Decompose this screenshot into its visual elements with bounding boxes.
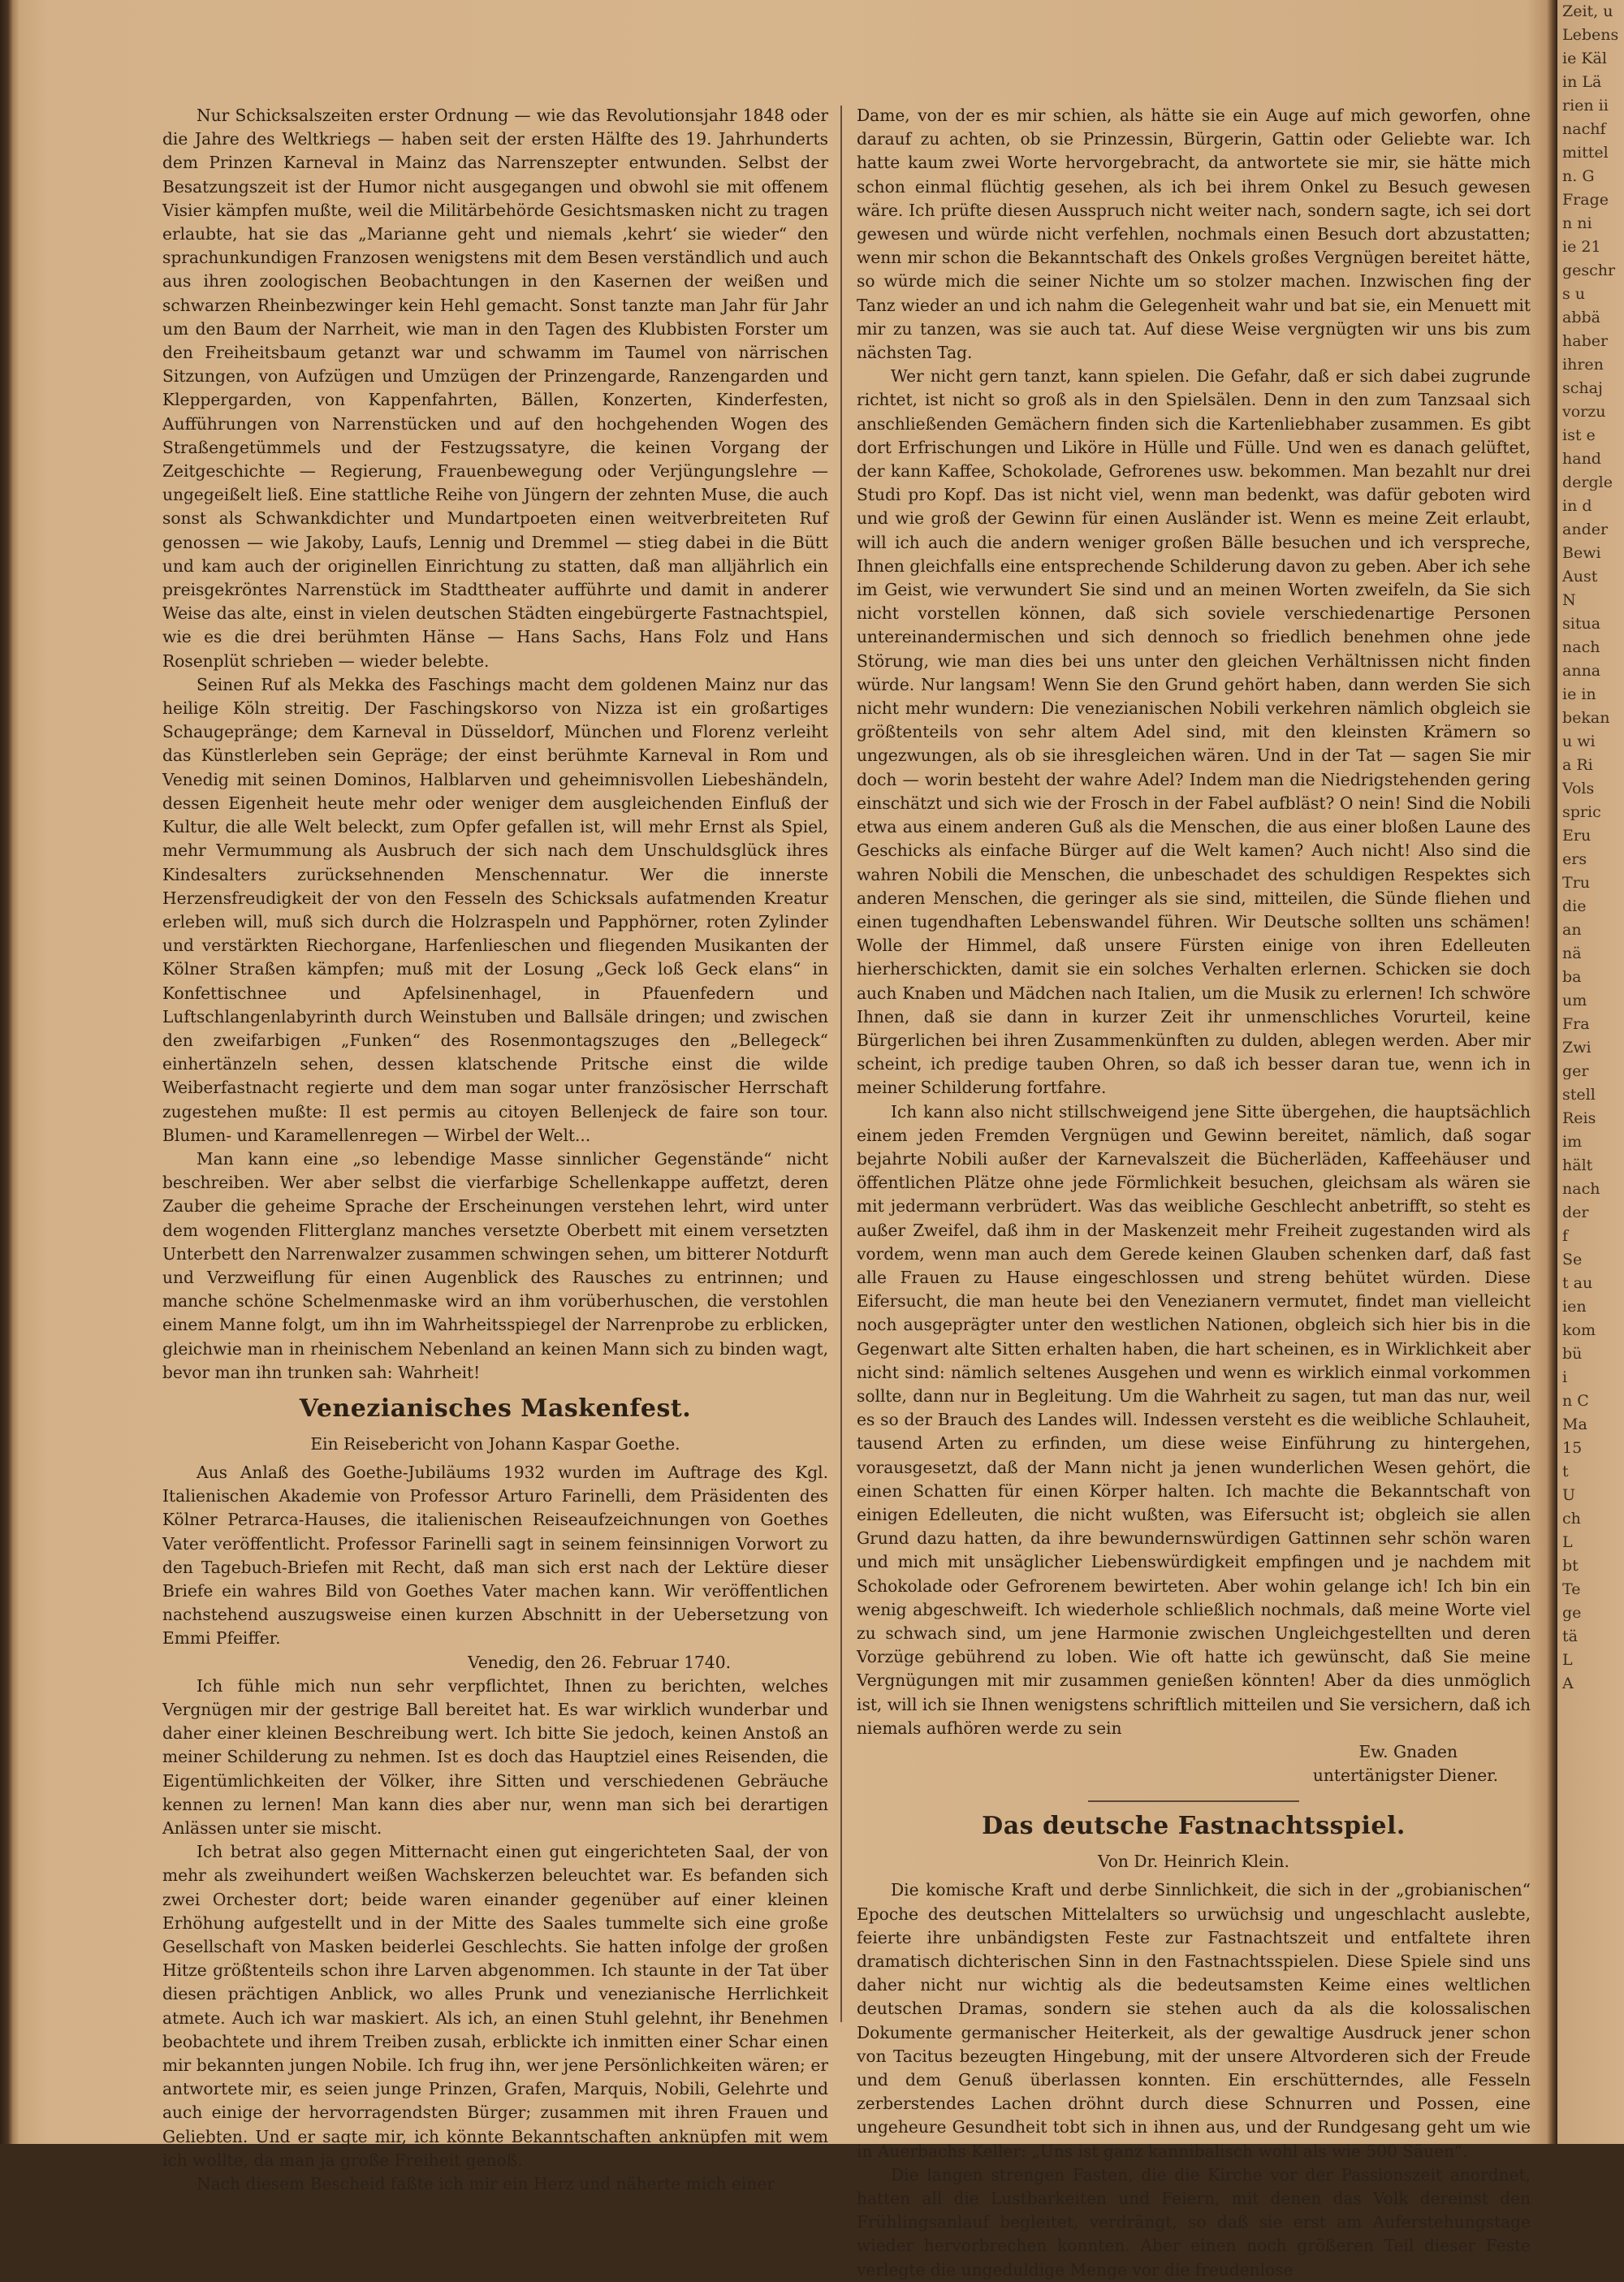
- edge-fragment: geschr: [1562, 261, 1616, 279]
- edge-fragment: Eru: [1562, 827, 1592, 845]
- edge-fragment: U: [1562, 1486, 1576, 1504]
- edge-fragment: bekan: [1562, 709, 1610, 727]
- edge-fragment: nach: [1562, 638, 1600, 656]
- edge-fragment: Aust: [1562, 568, 1598, 586]
- edge-fragment: spric: [1562, 803, 1601, 821]
- edge-fragment: um: [1562, 992, 1587, 1009]
- article-title: Venezianisches Maskenfest.: [299, 1394, 692, 1423]
- article-separator: [1088, 1800, 1299, 1802]
- edge-fragment: ch: [1562, 1510, 1581, 1528]
- edge-fragment: f: [1562, 1227, 1569, 1245]
- edge-fragment: dergle: [1562, 473, 1613, 491]
- signature-salutation: Ew. Gnaden: [1358, 1742, 1458, 1762]
- edge-fragment: ie Käl: [1562, 50, 1607, 67]
- edge-fragment: haber: [1562, 332, 1609, 350]
- edge-fragment: Lebens: [1562, 26, 1619, 44]
- edge-fragment: n ni: [1562, 214, 1592, 232]
- edge-fragment: 15: [1562, 1439, 1583, 1457]
- edge-fragment: nach: [1562, 1180, 1600, 1198]
- edge-fragment: die: [1562, 897, 1587, 915]
- edge-fragment: Tru: [1562, 874, 1590, 892]
- edge-fragment: mittel: [1562, 144, 1609, 162]
- paragraph: Ich betrat also gegen Mitternacht einen gut eingerichteten Saal, der von mehr als zweihundert weißen Wachskerzen beleuchtet war. Es befanden sich zwei Orchester dort; beide waren einander gegenüber auf einer kleinen Erhöhung aufgestellt und in der Mitte des Saales tummelte sich eine große Gesellschaft von Masken beiderlei Geschlechts. Sie hatten infolge der großen Hitze größtenteils schon ihre Larven abgenommen. Ich staunte in der Tat über diesen prächtigen Anblick, wo alles Prunk und venezianische Herrlichkeit atmete. Auch ich war maskiert. Als ich, an einen Stuhl gelehnt, ihr Benehmen beobachtete und ihrem Treiben zusah, erblickte ich inmitten einer Schar einen mir bekannten jungen Nobile. Ich frug ihn, wer jene Persönlichkeiten wären; er antwortete mir, es seien junge Prinzen, Grafen, Marquis, Nobili, Gelehrte und auch einige der hervorragendsten Bürger; zusammen mit ihren Frauen und Geliebten. Und er sagte mir, ich könnte Bekanntschaften anknüpfen mit wem ich wollte, da man ja große Freiheit genoß.: [162, 1842, 828, 2170]
- edge-fragment: ist e: [1562, 426, 1596, 444]
- edge-fragment: ge: [1562, 1604, 1582, 1622]
- paragraph: Seinen Ruf als Mekka des Faschings macht dem goldenen Mainz nur das heilige Köln streitig. Der Faschingskorso von Nizza ist ein großartiges Schaugepränge; dem Karneval in Düsseldorf, München und Florenz verleiht das Künstlerleben sein Gepräge; der einst berühmte Karneval in Rom und Venedig mit seinen Dominos, Halblarven und geheimnisvollen Liebeshändeln, dessen Eigenheit heute mehr oder weniger dem ausgleichenden Einfluß der Kultur, die alle Welt beleckt, zum Opfer gefallen ist, will mehr Ernst als Spiel, mehr Vermummung als Ausbruch der sich nach dem Unschuldsglück ihres Kindesalters zurücksehnenden Menschennatur. Wer die innerste Herzensfreudigkeit der von den Fesseln des Schicksals aufatmenden Kreatur erleben will, muß sich durch die Holzraspeln und Papphörner, roten Zylinder und verstärkten Riechorgane, Harfenlieschen und fliegenden Musikanten der Kölner Straßen kämpfen; muß mit der Losung „Geck loß Geck elans“ in Konfettischnee und Apfelsinenhagel, in Pfauenfedern und Luftschlangenlabyrinth durch Weinstuben und Ballsäle dringen; und zwischen den zweifarbigen „Funken“ des Rosenmontagszuges den „Bellegeck“ einhertänzeln sehen, dessen klatschende Pritsche einst die wilde Weiberfastnacht regierte und dem man sogar unter französischer Herrschaft zugestehen mußte: Il est permis au citoyen Bellenjeck de faire son tour. Blumen- und Karamellenregen — Wirbel der Welt...: [162, 674, 828, 1145]
- left-column: [162, 104, 828, 2196]
- edge-fragment: bü: [1562, 1345, 1583, 1363]
- article-title: Das deutsche Fastnachtsspiel.: [982, 1812, 1406, 1841]
- edge-fragment: hand: [1562, 450, 1601, 468]
- edge-fragment: Ma: [1562, 1415, 1587, 1433]
- edge-fragment: Te: [1562, 1580, 1581, 1598]
- edge-fragment: L: [1562, 1651, 1573, 1669]
- edge-fragment: ie in: [1562, 685, 1596, 703]
- paragraph: Nach diesem Bescheid faßte ich mir ein Herz und näherte mich einer: [197, 2174, 775, 2194]
- edge-fragment: an: [1562, 921, 1582, 939]
- edge-fragment: ihren: [1562, 356, 1604, 374]
- edge-fragment: im: [1562, 1133, 1583, 1151]
- edge-fragment: ba: [1562, 968, 1582, 986]
- edge-fragment: in d: [1562, 497, 1592, 515]
- edge-fragment-list: [1557, 0, 1624, 1696]
- edge-fragment: n C: [1562, 1392, 1589, 1410]
- edge-fragment: n. G: [1562, 167, 1595, 185]
- edge-fragment: schaj: [1562, 379, 1603, 397]
- edge-fragment: der: [1562, 1204, 1589, 1221]
- edge-fragment: hält: [1562, 1156, 1593, 1174]
- edge-fragment: Bewi: [1562, 544, 1601, 562]
- article-byline: Von Dr. Heinrich Klein.: [1098, 1852, 1289, 1872]
- edge-fragment: vorzu: [1562, 403, 1606, 421]
- right-column: [857, 104, 1531, 2282]
- article-byline: Ein Reisebericht von Johann Kaspar Goethe.: [310, 1433, 680, 1454]
- edge-fragment: Fra: [1562, 1015, 1590, 1033]
- edge-fragment: Reis: [1562, 1109, 1596, 1127]
- signature-closing: untertänigster Diener.: [1312, 1766, 1498, 1786]
- edge-fragment: s u: [1562, 285, 1586, 303]
- edge-fragment: rien ii: [1562, 97, 1609, 115]
- edge-fragment: Zwi: [1562, 1039, 1592, 1057]
- paragraph: Wer nicht gern tanzt, kann spielen. Die Gefahr, daß er sich dabei zugrunde richtet, ist nicht so groß als in den Spielsälen. Denn in den zum Tanzsaal sich anschließenden Gemächern finden sich die Kartenliebhaber zusammen. Es gibt dort Erfrischungen und Liköre in Hülle und Fülle. Und wen es danach gelüftet, der kann Kaffee, Schokolade, Gefrorenes usw. bekommen. Man bezahlt nur drei Studi pro Kopf. Das ist nicht viel, wenn man bedenkt, was dafür geboten wird und wie groß der Gewinn für einen Ausländer ist. Wenn es meine Zeit erlaubt, will ich auch die andern weniger großen Bälle besuchen und ich verspreche, Ihnen gleichfalls eine entsprechende Schilderung davon zu geben. Aber ich sehe im Geist, wie verwundert Sie sind und an meinen Worten zweifeln, da Sie sich nicht vorstellen können, daß sich soviele verschiedenartige Personen untereinandermischen und sich dennoch so friedlich benehmen ohne jede Störung, wie man dies bei uns unter den gleichen Verhältnissen nicht finden würde. Nur langsam! Wenn Sie den Grund gehört haben, dann werden Sie sich nicht mehr wundern: Die venezianischen Nobili verkehren nämlich obgleich sie größtenteils von sehr altem Adel sind, mit den kleinsten Krämern so ungezwungen, als ob sie ihresgleichen wären. Und in der Tat — sagen Sie mir doch — worin besteht der wahre Adel? Indem man die Niedrigstehenden gering einschätzt und sich wie der Frosch in der Fabel aufbläst? O nein! Sind die Nobili etwa aus einem anderen Guß als die Menschen, die aus einer bloßen Laune des Geschicks als einfache Bürger auf die Welt kamen? Auch nicht! Also sind die wahren Nobili die Menschen, die unbeschadet des schuldigen Respektes sich anderen Menschen, die geringer als sie sind, mitteilen, die Sünde fliehen und einen tugendhaften Lebenswandel führen. Wir Deutsche sollten uns schämen! Wolle der Himmel, daß unsere Fürsten einige von ihren Edelleuten hierherschickten, damit sie ein solches Verhalten erlernen. Schicken sie doch auch Knaben und Mädchen nach Italien, um die Musik zu erlernen! Ich schwöre Ihnen, daß sie dann in kurzer Zeit ihr unmenschliches Vorurteil, keine Bürgerlichen bei ihren Zusammenkünften zu dulden, ablegen werden. Aber mir scheint, ich predige tauben Ohren, so daß ich besser daran tue, wenn ich in meiner Schilderung fortfahre.: [857, 366, 1531, 1098]
- edge-fragment: Se: [1562, 1251, 1583, 1268]
- edge-fragment: kom: [1562, 1321, 1596, 1339]
- edge-fragment: ers: [1562, 850, 1587, 868]
- paragraph: Die komische Kraft und derbe Sinnlichkeit, die sich in der „grobianischen“ Epoche des deutschen Mittelalters so urwüchsig und ungeschlacht auslebte, feierte ihre unbändigsten Feste zur Fastnachtszeit und entfaltete ihren dramatisch dichterischen Sinn in den Fastnachtsspielen. Diese Spiele sind uns daher nicht nur wichtig als die bedeutsamsten Keime eines weltlichen deutschen Dramas, sondern sie stehen auch da als die kolossalischen Dokumente germanischer Heiterkeit, als der gewaltige Ausdruck jener schon von Tacitus bezeugten Hingebung, mit der unsere Altvorderen sich der Freude und dem Genuß überlassen konnten. Ein erschütterndes, alle Fesseln zerberstendes Lachen dröhnt durch diese Schnurren und Possen, eine ungeheure Gesundheit tobt sich in ihnen aus, und der Rundgesang geht um wie in Auerbachs Keller: „Uns ist ganz kannibalisch wohl als wie 500 Säuen“.: [857, 1880, 1531, 2161]
- paragraph: Die langen strengen Fasten, die die Kirche vor der Passionszeit anordnet, hatten all die Lustbarkeiten und Feiern, mit denen das Volk dereinst den Frühlingsanlauf begleitet, verdrängt, so daß sie erst am Auferstehungstage wieder hervorbrechen konnten. Aber einen noch größeren Teil dieser Feste verlegte die ungeduldige Menge vor die freudenlose: [857, 2164, 1531, 2280]
- edge-fragment: nachf: [1562, 120, 1606, 138]
- edge-fragment: Vols: [1562, 780, 1595, 797]
- edge-fragment: L: [1562, 1533, 1573, 1551]
- column-divider: [840, 106, 842, 2022]
- edge-fragment: t au: [1562, 1274, 1593, 1292]
- edge-fragment: a Ri: [1562, 756, 1593, 774]
- paragraph: Nur Schicksalszeiten erster Ordnung — wie das Revolutionsjahr 1848 oder die Jahre des Weltkriegs — haben seit der ersten Hälfte des 19. Jahrhunderts dem Prinzen Karneval in Mainz das Narrenszepter entwunden. Selbst der Besatzungszeit ist der Humor nicht ausgegangen und obwohl sie mit offenem Visier kämpfen mußte, weil die Militärbehörde Gesichtsmasken nicht zu tragen erlaubte, hat sie das „Marianne geht und niemals ‚kehrt‘ sie wieder“ den sprachunkundigen Franzosen wenigstens mit dem Besen verständlich und auch aus ihren zoologischen Beobachtungen in den Kasernen der weißen und schwarzen Rheinbezwinger kein Hehl gemacht. Sonst tanzte man Jahr für Jahr um den Baum der Narrheit, wie man in den Tagen des Klubbisten Forster um den Freiheitsbaum getanzt war und schwamm im Taumel von närrischen Sitzungen, von Aufzügen und Umzügen der Prinzengarde, Ranzengarden und Kleppergarden, von Kappenfahrten, Bällen, Konzerten, Kinderfesten, Aufführungen von Narrenstücken und auf den hochgehenden Wogen des Straßengetümmels und der Festzugssatyre, die keinen Vorgang der Zeitgeschichte — Regierung, Frauenbewegung oder Verjüngungslehre — ungegeißelt ließ. Eine stattliche Reihe von Jüngern der zehnten Muse, die auch sonst als Schwankdichter und Mundartpoeten einen weitverbreiteten Ruf genossen — wie Jakoby, Laufs, Lennig und Dremmel — stieg dabei in die Bütt und kam auch der originellen Einrichtung zu statten, daß man alljährlich ein preisgekröntes Narrenstück im Stadttheater aufführte und damit in anderer Weise das alte, einst in vielen deutschen Städten eingebürgerte Fastnachtspiel, wie es die drei berühmten Hänse — Hans Sachs, Hans Folz und Hans Rosenplüt schrieben — wieder belebte.: [162, 106, 828, 671]
- edge-fragment: nä: [1562, 944, 1582, 962]
- edge-fragment: N: [1562, 591, 1576, 609]
- paragraph: Ich fühle mich nun sehr verpflichtet, Ihnen zu berichten, welches Vergnügen mir der gestrige Ball bereitet hat. Es war wirklich wunderbar und daher einer kleinen Beschreibung wert. Ich bitte Sie jedoch, keinen Anstoß an meiner Schilderung zu nehmen. Ist es doch das Hauptziel eines Reisenden, die Eigentümlichkeiten der Völker, ihre Sitten und verschiedenen Gebräuche kennen zu lernen! Man kann dies aber nur, wenn man sich bei derartigen Anlässen unter sie mischt.: [162, 1675, 828, 1839]
- edge-fragment: Frage: [1562, 191, 1609, 209]
- edge-fragment: Zeit, u: [1562, 2, 1613, 20]
- edge-fragment: abbä: [1562, 309, 1600, 326]
- adjacent-page-edge: [1557, 0, 1624, 2144]
- paragraph: Dame, von der es mir schien, als hätte sie ein Auge auf mich geworfen, ohne darauf zu achten, ob sie Prinzessin, Bürgerin, Gattin oder Geliebte war. Ich hatte kaum zwei Worte hervorgebracht, da antwortete sie mir, sie hätte mich schon einmal flüchtig gesehen, als ich bei ihrem Onkel zu Besuch gewesen wäre. Ich prüfte diesen Ausspruch nicht weiter nach, sondern sagte, ich sei dort gewesen und würde nicht verfehlen, nochmals einen Besuch dort abzustatten; wenn mir schon die Bekanntschaft des Onkels großes Vergnügen bereitet hätte, so würde mich die seiner Nichte um so stolzer machen. Inzwischen fing der Tanz wieder an und ich nahm die Gelegenheit wahr und bat sie, ein Menuett mit mir zu tanzen, was sie auch tat. Auf diese Weise vergnügten wir uns bis zum nächsten Tag.: [857, 106, 1531, 363]
- edge-fragment: i: [1562, 1368, 1568, 1386]
- edge-fragment: situa: [1562, 615, 1601, 633]
- edge-fragment: ander: [1562, 521, 1609, 538]
- paragraph: Ich kann also nicht stillschweigend jene Sitte übergehen, die hauptsächlich einem jeden Fremden Vergnügen und Gewinn bereitet, nämlich, daß sogar bejahrte Nobili außer der Karnevalszeit die Bücherläden, Kaffeehäuser und öffentlichen Plätze ohne jede Förmlichkeit besuchen, gleichsam als wären sie mit jedermann verbrüdert. Was das weibliche Geschlecht anbetrifft, so steht es außer Zweifel, daß ihm in der Maskenzeit mehr Freiheit zugestanden wird als vordem, wenn man auch dem Gerede keinen Glauben schenken darf, daß fast alle Frauen zu Hause eingeschlossen und streng behütet würden. Diese Eifersucht, die man heute bei den Venezianern vermutet, findet man vielleicht noch ausgeprägter unter den westlichen Nationen, obgleich sich hier bis in die Gegenwart alte Sitten erhalten haben, die hart scheinen, es in Wirklichkeit aber nicht sind: nämlich seltenes Ausgehen und wenn es wirklich einmal vorkommen sollte, dann nur in Begleitung. Um die Wahrheit zu sagen, tut man das nur, weil es so der Brauch des Landes will. Indessen versteht es die weibliche Schlauheit, tausend Arten zu erfinden, um diese weise Einführung zu hintergehen, vorausgesetzt, daß der Mann nicht ja jenen wunderlichen Wesen gehört, die einen Schatten für einen Körper halten. Ich machte die Bekanntschaft von einigen Edelleuten, die nicht wußten, was Eifersucht ist; obgleich sie allen Grund dazu hatten, da ihre bewundernswürdigen Gattinnen sehr schön waren und mich mit unsäglicher Liebenswürdigkeit empfingen und je nachdem mit Schokolade oder Gefrorenem bewirteten. Aber wohin gelange ich! Ich bin ein wenig abgeschweift. Ich wiederhole schließlich nochmals, daß meine Worte viel zu schwach sind, um jene Harmonie zwischen Ungleichgestellten und deren Vorzüge gebührend zu loben. Wie oft hatte ich gewünscht, daß Sie meine Vergnügungen mit mir zusammen genießen könnten! Aber da dies unmöglich ist, will ich sie Ihnen wenigstens schriftlich mitteilen und Sie versichern, daß ich niemals aufhören werde zu sein: [857, 1101, 1531, 1738]
- edge-fragment: stell: [1562, 1086, 1596, 1104]
- edge-fragment: in Lä: [1562, 73, 1602, 91]
- paragraph: Man kann eine „so lebendige Masse sinnlicher Gegenstände“ nicht beschreiben. Wer aber selbst die vierfarbige Schellenkappe auffetzt, deren Zauber die geheime Sprache der Erscheinungen verstehen lehrt, wird unter dem wogenden Flitterglanz manches versetzte Oberbett mit einem versetzten Unterbett den Narrenwalzer zusammen schwingen sehen, um bitterer Notdurft und Verzweiflung für einen Augenblick des Rausches zu entrinnen; und manche schöne Schelmenmaske wird an ihm vorüberhuschen, die verstohlen einem Manne folgt, um ihn im Wahrheitsspiegel der Narrenprobe zu erblicken, gleichwie man in rheinischem Nebenland an keinen Mann sich zu binden wagt, bevor man ihn trunken sah: Wahrheit!: [162, 1148, 828, 1382]
- edge-fragment: ger: [1562, 1062, 1589, 1080]
- edge-fragment: u wi: [1562, 733, 1596, 750]
- edge-fragment: bt: [1562, 1557, 1579, 1575]
- edge-fragment: t: [1562, 1463, 1569, 1480]
- dateline: Venedig, den 26. Februar 1740.: [468, 1652, 731, 1672]
- edge-fragment: A: [1562, 1675, 1574, 1692]
- edge-fragment: ie 21: [1562, 238, 1601, 256]
- edge-fragment: ien: [1562, 1298, 1587, 1316]
- edge-fragment: anna: [1562, 662, 1601, 680]
- edge-fragment: tä: [1562, 1627, 1578, 1645]
- article-intro: Aus Anlaß des Goethe-Jubiläums 1932 wurden im Auftrage des Kgl. Italienischen Akademie von Professor Arturo Farinelli, dem Präsidenten des Kölner Petrarca-Hauses, die italienischen Reiseaufzeichnungen von Goethes Vater veröffentlicht. Professor Farinelli sagt in seinem feinsinnigen Vorwort zu den Tagebuch-Briefen mit Recht, daß man sich erst nach der Lektüre dieser Briefe ein wahres Bild von Goethes Vater machen kann. Wir veröffentlichen nachstehend auszugsweise einen kurzen Abschnitt in der Uebersetzung von Emmi Pfeiffer.: [162, 1462, 828, 1649]
